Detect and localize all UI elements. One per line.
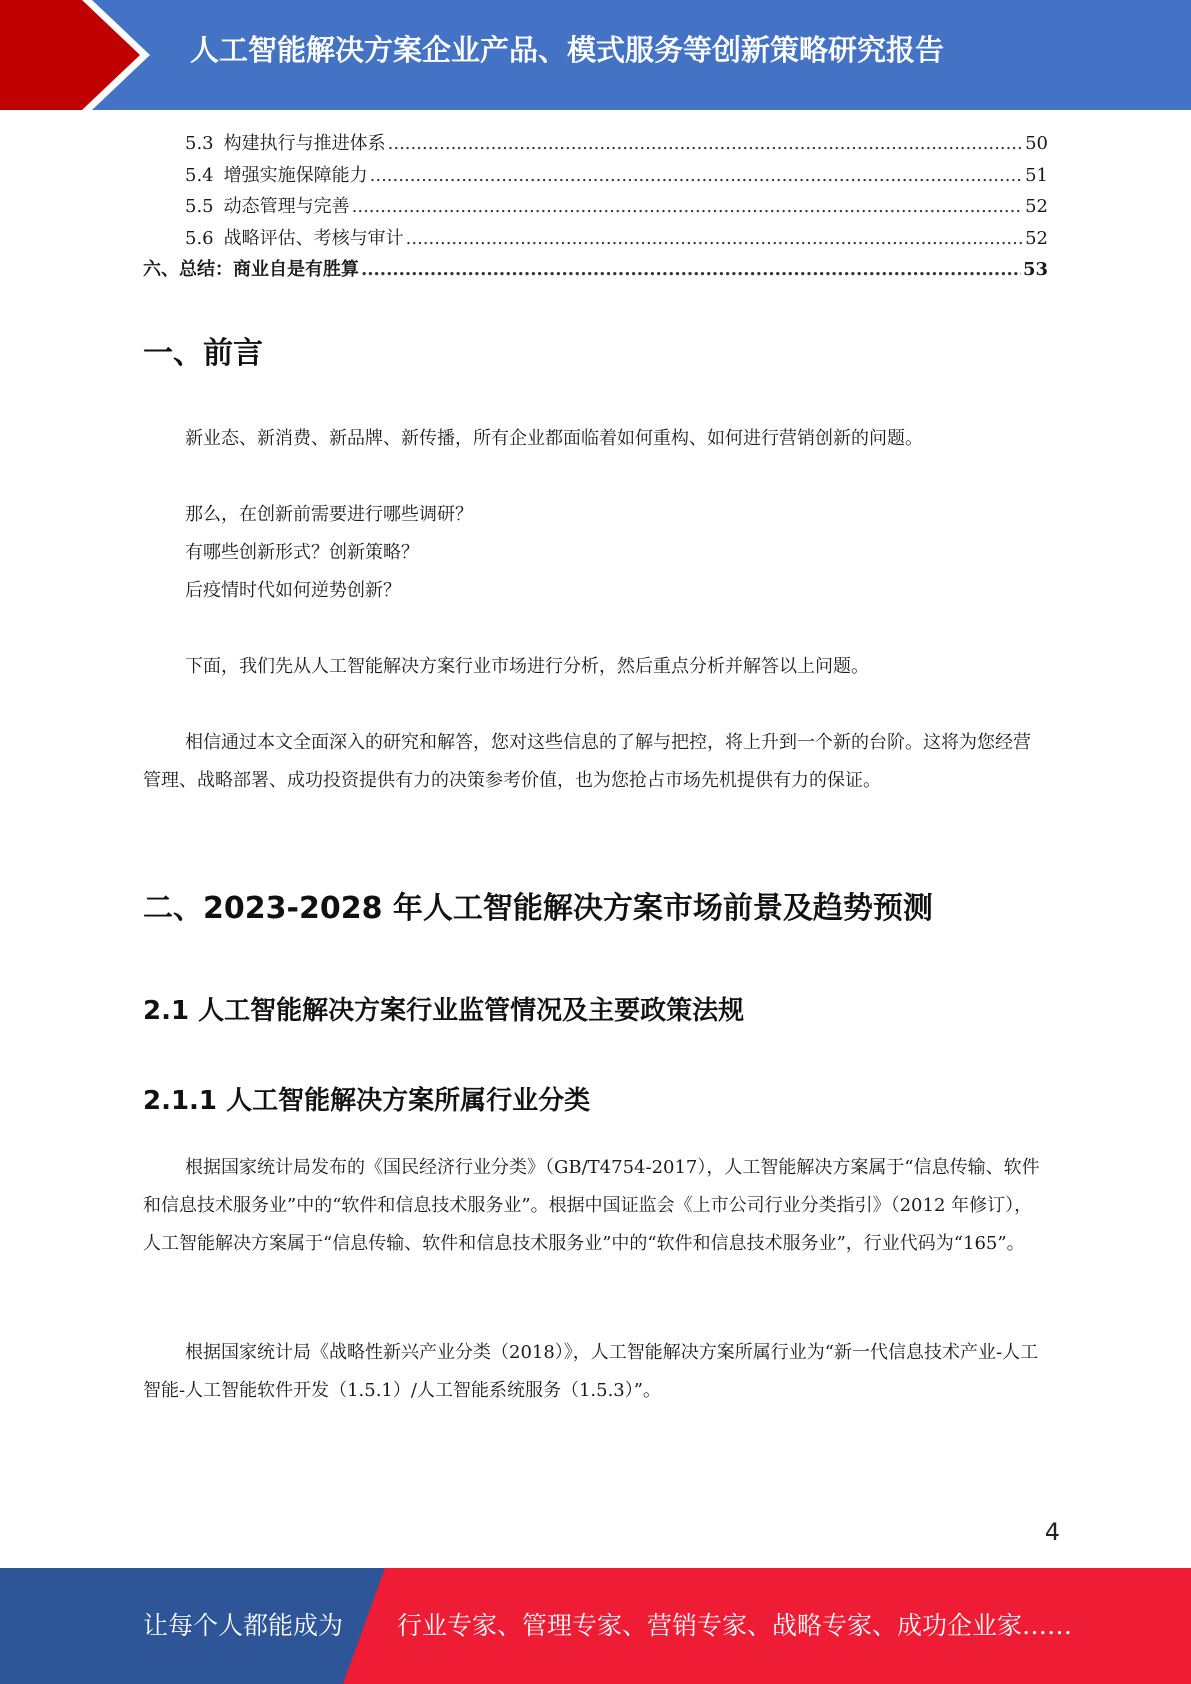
- report-title: 人工智能解决方案企业产品、模式服务等创新策略研究报告: [190, 33, 945, 67]
- toc-entry-label: 战略评估、考核与审计: [223, 227, 404, 249]
- toc-entry-number: 5.5: [185, 196, 214, 217]
- page-header: [0, 0, 1191, 110]
- subsubsection-heading: 2.1.1 人工智能解决方案所属行业分类: [143, 1086, 591, 1116]
- question-line: 后疫情时代如何逆势创新？: [185, 580, 401, 601]
- toc-entry-number: 5.4: [185, 164, 214, 186]
- toc-entry-chapter[interactable]: [143, 254, 1048, 286]
- toc-entry-label: 构建执行与推进体系: [223, 133, 386, 154]
- section-heading-preface: 一、前言: [143, 336, 263, 371]
- page-footer: [0, 1568, 1191, 1684]
- paragraph: 下面，我们先从人工智能解决方案行业市场进行分析，然后重点分析并解答以上问题。: [185, 656, 869, 677]
- toc-entry-page: 53: [1022, 259, 1048, 280]
- toc-entry-page: 52: [1025, 227, 1048, 249]
- toc-leader-dots: [361, 254, 1021, 286]
- paragraph: 新业态、新消费、新品牌、新传播，所有企业都面临着如何重构、如何进行营销创新的问题。: [185, 428, 923, 449]
- toc-leader-dots: [370, 160, 1023, 192]
- toc-entry-number: 5.3: [185, 133, 214, 154]
- table-of-contents: [143, 128, 1048, 286]
- toc-entry-number: 5.6: [185, 227, 214, 249]
- toc-entry-page: 50: [1025, 133, 1048, 154]
- page-number: 4: [1044, 1518, 1060, 1546]
- paragraph: 根据国家统计局发布的《国民经济行业分类》（GB/T4754-2017），人工智能解决方案属于“信息传输、软件和信息技术服务业”中的“软件和信息技术服务业”。根据中国证监会《上市公司行业分类指引》（2012 年修订），人工智能解决方案属于“信息传输、软件和信息技术服务业”中的“软件和信息技术服务业”，行业代码为“165”。: [143, 1157, 1040, 1254]
- paragraph: 相信通过本文全面深入的研究和解答，您对这些信息的了解与把控，将上升到一个新的台阶。这将为您经营管理、战略部署、成功投资提供有力的决策参考价值，也为您抢占市场先机提供有力的保证。: [143, 732, 1031, 791]
- toc-entry-label: 六、总结：商业自是有胜算: [143, 259, 359, 280]
- toc-entry[interactable]: [143, 223, 1048, 255]
- paragraph: 根据国家统计局《战略性新兴产业分类（2018）》，人工智能解决方案所属行业为“新一代信息技术产业-人工智能-人工智能软件开发（1.5.1）/人工智能系统服务（1.5.3）”。: [143, 1342, 1039, 1401]
- toc-entry-page: 52: [1025, 196, 1048, 217]
- toc-entry[interactable]: [143, 191, 1048, 223]
- toc-leader-dots: [352, 191, 1023, 223]
- subsection-heading: 2.1 人工智能解决方案行业监管情况及主要政策法规: [143, 996, 745, 1026]
- toc-entry-label: 增强实施保障能力: [223, 164, 368, 186]
- footer-slogan-right: 行业专家、管理专家、营销专家、战略专家、成功企业家……: [397, 1611, 1073, 1640]
- toc-leader-dots: [406, 223, 1023, 255]
- toc-entry[interactable]: [143, 160, 1048, 192]
- footer-slogan-left: 让每个人都能成为: [143, 1611, 344, 1640]
- page-content: [143, 128, 1048, 1401]
- toc-entry-label: 动态管理与完善: [223, 196, 350, 217]
- question-line: 有哪些创新形式？创新策略？: [185, 542, 419, 563]
- question-line: 那么，在创新前需要进行哪些调研？: [185, 504, 473, 525]
- toc-leader-dots: [388, 128, 1023, 160]
- toc-entry-page: 51: [1025, 164, 1048, 186]
- section-heading-forecast: 二、2023-2028 年人工智能解决方案市场前景及趋势预测: [143, 891, 933, 926]
- toc-entry[interactable]: [143, 128, 1048, 160]
